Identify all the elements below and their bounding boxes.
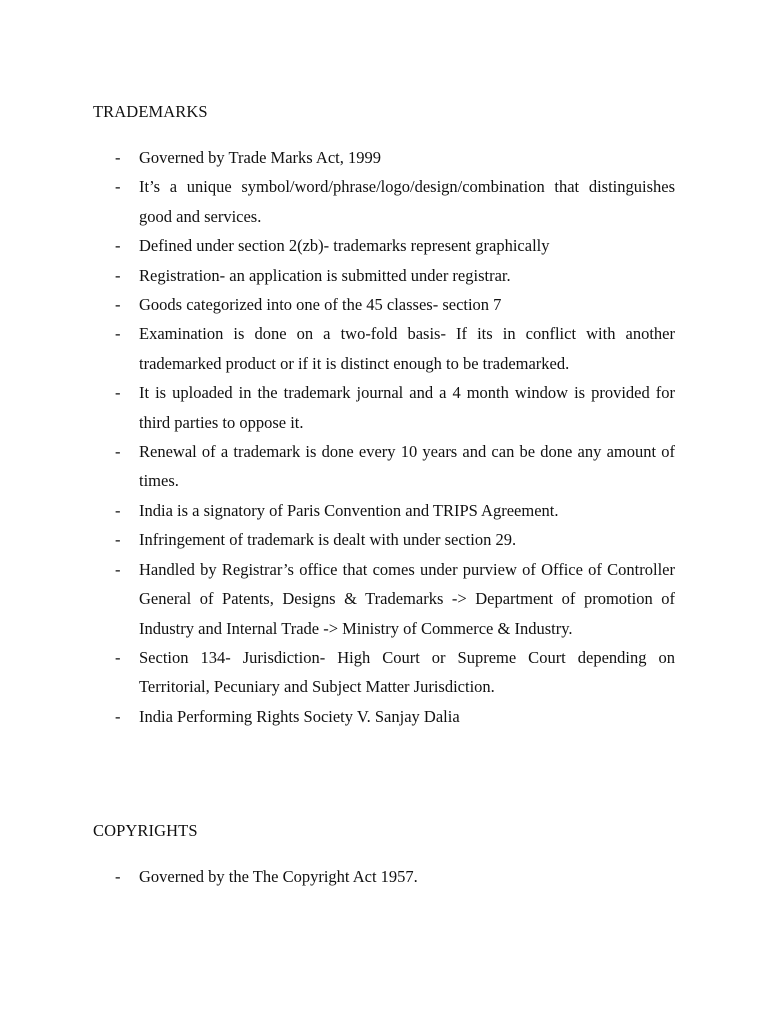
list-item <box>0 702 675 731</box>
bullet-dash: - <box>115 706 121 726</box>
list-item <box>0 290 675 319</box>
list-item-text: Handled by Registrar’s office that comes under purview of Office of Controller General of Patents, Designs & Trademarks -> Department of promotion of Industry and Internal Trade -> Ministry of Commerce & Industry. <box>139 559 675 638</box>
list-item <box>0 172 675 231</box>
bullet-dash: - <box>115 236 121 256</box>
list-item-text: It is uploaded in the trademark journal and a 4 month window is provided for third parties to oppose it. <box>139 383 675 432</box>
list-item-text: Section 134- Jurisdiction- High Court or Supreme Court depending on Territorial, Pecuniary and Subject Matter Jurisdiction. <box>139 647 675 697</box>
section-heading-trademarks: TRADEMARKS <box>93 102 208 121</box>
list-item <box>0 143 675 172</box>
bullet-dash: - <box>115 500 121 520</box>
list-item-text: It’s a unique symbol/word/phrase/logo/design/combination that distinguishes good and services. <box>139 177 675 226</box>
bullet-dash: - <box>115 647 121 667</box>
list-item-text: Governed by Trade Marks Act, 1999 <box>139 148 381 167</box>
list-item <box>0 378 675 437</box>
bullet-dash: - <box>115 530 121 550</box>
bullet-dash: - <box>115 559 121 579</box>
list-item-text: Goods categorized into one of the 45 classes- section 7 <box>139 295 502 315</box>
list-item-text: Defined under section 2(zb)- trademarks represent graphically <box>139 236 550 256</box>
list-item-text: Registration- an application is submitted under registrar. <box>139 265 511 285</box>
bullet-dash: - <box>115 177 121 197</box>
bullet-dash: - <box>115 148 121 167</box>
trademarks-bullet-list <box>0 143 768 731</box>
bullet-dash: - <box>115 324 121 344</box>
bullet-dash: - <box>115 265 121 285</box>
list-item <box>0 231 675 260</box>
list-item <box>0 496 675 525</box>
list-item <box>0 525 675 554</box>
list-item <box>0 643 675 702</box>
list-item <box>0 261 675 290</box>
list-item <box>0 555 675 643</box>
list-item-text: India is a signatory of Paris Convention and TRIPS Agreement. <box>139 500 559 520</box>
copyrights-bullet-list <box>0 862 768 891</box>
list-item-text: India Performing Rights Society V. Sanjay Dalia <box>139 706 460 726</box>
bullet-dash: - <box>115 442 121 462</box>
bullet-dash: - <box>115 295 121 315</box>
section-heading-copyrights: COPYRIGHTS <box>93 821 198 840</box>
list-item-text: Governed by the The Copyright Act 1957. <box>139 867 418 886</box>
bullet-dash: - <box>115 867 121 886</box>
list-item <box>0 862 675 891</box>
list-item-text: Examination is done on a two-fold basis- If its in conflict with another trademarked product or if it is distinct enough to be trademarked. <box>139 324 675 373</box>
list-item <box>0 319 675 378</box>
list-item-text: Infringement of trademark is dealt with under section 29. <box>139 530 517 550</box>
bullet-dash: - <box>115 383 121 403</box>
list-item <box>0 437 675 496</box>
list-item-text: Renewal of a trademark is done every 10 years and can be done any amount of times. <box>139 442 675 491</box>
